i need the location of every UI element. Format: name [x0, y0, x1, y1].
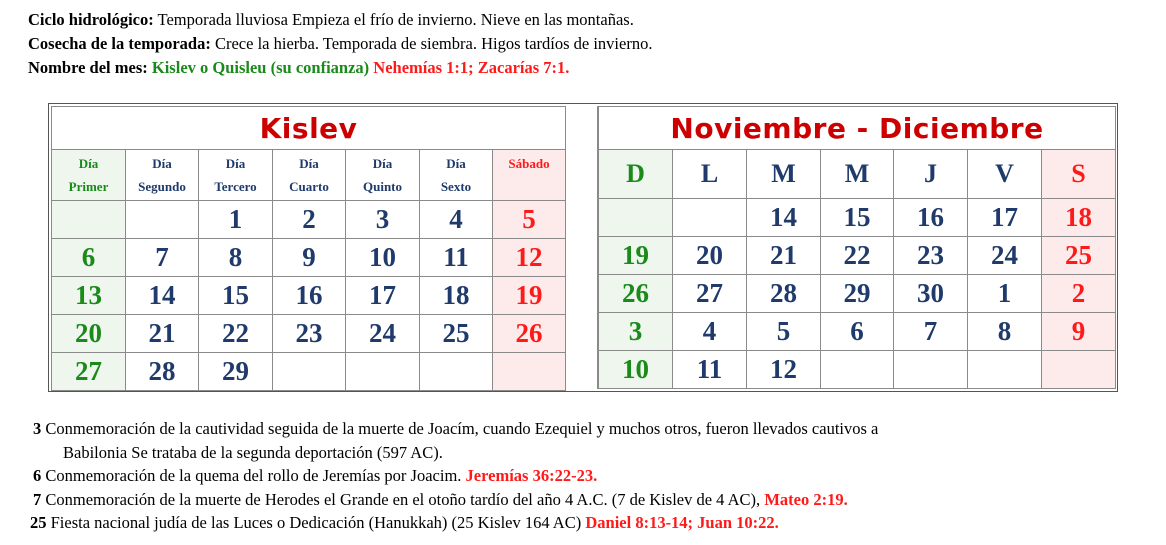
gregorian-week-row — [599, 275, 1116, 313]
gregorian-date-cell: 7 — [894, 313, 968, 351]
kislev-day-header — [420, 150, 493, 201]
kislev-day-header — [346, 150, 420, 201]
kislev-date-cell: 3 — [346, 201, 420, 239]
gregorian-date-cell: 24 — [968, 237, 1042, 275]
gregorian-date-cell — [599, 199, 673, 237]
kislev-date-cell: 7 — [126, 239, 199, 277]
day-header-word: Día — [372, 156, 393, 171]
kislev-date-cell — [493, 353, 566, 391]
day-header-word: Día — [78, 156, 99, 171]
gregorian-date-cell: 1 — [968, 275, 1042, 313]
gregorian-date-cell: 26 — [599, 275, 673, 313]
harvest-text: Crece la hierba. Temporada de siembra. Higos tardíos de invierno. — [210, 34, 653, 53]
gregorian-week-row — [599, 351, 1116, 389]
gregorian-date-cell: 9 — [1042, 313, 1116, 351]
gregorian-date-cell: 23 — [894, 237, 968, 275]
month-name-line: Nombre del mes: Kislev o Quisleu (su confianza) Nehemías 1:1; Zacarías 7:1. — [28, 58, 570, 77]
day-header-word: Día — [225, 156, 246, 171]
kislev-date-cell: 6 — [52, 239, 126, 277]
kislev-date-cell: 24 — [346, 315, 420, 353]
day-header-word: Día — [299, 156, 319, 171]
kislev-date-cell: 20 — [52, 315, 126, 353]
gregorian-day-header: D — [599, 150, 673, 199]
month-info-header — [28, 8, 652, 80]
kislev-date-cell: 8 — [199, 239, 273, 277]
note-item — [30, 464, 1140, 488]
gregorian-date-cell: 18 — [1042, 199, 1116, 237]
kislev-date-cell: 10 — [346, 239, 420, 277]
harvest-line — [28, 32, 652, 56]
day-header-word: Día — [152, 156, 172, 171]
day-header-ordinal: Sexto — [440, 179, 472, 194]
day-header-ordinal: Segundo — [138, 179, 186, 194]
kislev-day-header — [493, 150, 566, 201]
kislev-date-cell: 12 — [493, 239, 566, 277]
kislev-day-header — [199, 150, 273, 201]
harvest-label: Cosecha de la temporada: — [28, 34, 211, 53]
kislev-date-cell: 16 — [273, 277, 346, 315]
gregorian-date-cell: 21 — [747, 237, 821, 275]
day-header-word: Sábado — [508, 156, 550, 171]
kislev-day-header — [273, 150, 346, 201]
gregorian-day-header: J — [894, 150, 968, 199]
hydrologic-cycle-text: Temporada lluviosa Empieza el frío de invierno. Nieve en las montañas. — [153, 10, 634, 29]
gregorian-date-cell: 28 — [747, 275, 821, 313]
kislev-date-cell: 9 — [273, 239, 346, 277]
day-header-ordinal: Quinto — [362, 179, 402, 194]
gregorian-date-cell: 6 — [821, 313, 894, 351]
kislev-date-cell: 1 — [199, 201, 273, 239]
gregorian-date-cell: 16 — [894, 199, 968, 237]
kislev-title: Kislev — [52, 107, 566, 150]
gregorian-date-cell — [673, 199, 747, 237]
gregorian-date-cell — [968, 351, 1042, 389]
gregorian-day-header: M — [821, 150, 894, 199]
kislev-date-cell — [52, 201, 126, 239]
note-reference: Daniel 8:13-14; Juan 10:22. — [585, 513, 779, 532]
gregorian-date-cell: 25 — [1042, 237, 1116, 275]
kislev-date-cell: 14 — [126, 277, 199, 315]
kislev-date-cell — [420, 353, 493, 391]
gregorian-date-cell: 20 — [673, 237, 747, 275]
gregorian-date-cell: 19 — [599, 237, 673, 275]
kislev-date-cell: 11 — [420, 239, 493, 277]
gregorian-date-cell: 22 — [821, 237, 894, 275]
kislev-date-cell — [273, 353, 346, 391]
gregorian-day-header: V — [968, 150, 1042, 199]
kislev-week-row — [52, 315, 566, 353]
kislev-date-cell: 26 — [493, 315, 566, 353]
gregorian-date-cell: 17 — [968, 199, 1042, 237]
note-reference: Mateo 2:19. — [764, 489, 848, 509]
kislev-date-cell — [126, 201, 199, 239]
gregorian-date-cell: 29 — [821, 275, 894, 313]
note-day-number: 7 — [33, 489, 42, 509]
note-item — [30, 417, 1140, 464]
gregorian-date-cell: 8 — [968, 313, 1042, 351]
day-header-ordinal: Tercero — [214, 179, 257, 194]
month-name: Kislev o Quisleu (su confianza) — [151, 58, 370, 77]
gregorian-date-cell: 11 — [673, 351, 747, 389]
day-header-ordinal: Primer — [68, 179, 109, 194]
kislev-date-cell: 19 — [493, 277, 566, 315]
gregorian-date-cell — [894, 351, 968, 389]
calendar-divider — [565, 106, 598, 389]
kislev-date-cell: 25 — [420, 315, 493, 353]
note-text: Conmemoración de la cautividad seguida de la muerte de Joacím, cuando Ezequiel y muchos otros, fueron llevados cautivos a — [41, 419, 879, 438]
gregorian-date-cell — [1042, 351, 1116, 389]
note-day-number: 6 — [33, 466, 42, 485]
gregorian-title: Noviembre - Diciembre — [599, 107, 1116, 150]
gregorian-date-cell: 4 — [673, 313, 747, 351]
month-name-references: Nehemías 1:1; Zacarías 7:1. — [369, 58, 570, 77]
gregorian-day-header: L — [673, 150, 747, 199]
gregorian-calendar — [598, 106, 1116, 389]
month-name-label: Nombre del mes — [28, 58, 143, 77]
kislev-week-row — [52, 277, 566, 315]
gregorian-date-cell: 15 — [821, 199, 894, 237]
kislev-week-row — [52, 201, 566, 239]
day-header-word: Día — [446, 156, 466, 171]
gregorian-date-cell: 3 — [599, 313, 673, 351]
note-item — [30, 488, 1140, 512]
hydrologic-cycle-line — [28, 8, 652, 32]
kislev-date-cell: 2 — [273, 201, 346, 239]
gregorian-week-row — [599, 313, 1116, 351]
kislev-date-cell: 4 — [420, 201, 493, 239]
note-item — [30, 511, 1140, 535]
kislev-date-cell: 27 — [52, 353, 126, 391]
kislev-date-cell: 22 — [199, 315, 273, 353]
gregorian-date-cell: 10 — [599, 351, 673, 389]
gregorian-date-cell: 2 — [1042, 275, 1116, 313]
gregorian-date-cell: 27 — [673, 275, 747, 313]
notes-section — [30, 417, 1140, 535]
note-reference: Jeremías 36:22-23. — [465, 466, 598, 485]
kislev-date-cell — [346, 353, 420, 391]
gregorian-date-cell: 14 — [747, 199, 821, 237]
kislev-week-row — [52, 353, 566, 391]
gregorian-day-header: S — [1042, 150, 1116, 199]
gregorian-week-row — [599, 199, 1116, 237]
kislev-date-cell: 15 — [199, 277, 273, 315]
kislev-date-cell: 21 — [126, 315, 199, 353]
kislev-date-cell: 18 — [420, 277, 493, 315]
gregorian-day-header: M — [747, 150, 821, 199]
gregorian-date-cell: 5 — [747, 313, 821, 351]
kislev-date-cell: 23 — [273, 315, 346, 353]
gregorian-week-row — [599, 237, 1116, 275]
gregorian-date-cell: 30 — [894, 275, 968, 313]
kislev-date-cell: 17 — [346, 277, 420, 315]
note-day-number: 25 — [30, 513, 47, 532]
note-text: Conmemoración de la quema del rollo de Jeremías por Joacim. — [41, 466, 466, 485]
note-day-number: 3 — [33, 419, 42, 438]
gregorian-date-cell — [821, 351, 894, 389]
note-text: Conmemoración de la muerte de Herodes el Grande en el otoño tardío del año 4 A.C. (7 de Kislev de 4 AC), — [41, 489, 765, 509]
kislev-calendar — [51, 106, 566, 391]
note-text: Fiesta nacional judía de las Luces o Dedicación (Hanukkah) (25 Kislev 164 AC) — [46, 513, 586, 532]
note-continuation: Babilonia Se trataba de la segunda deportación (597 AC). — [63, 442, 443, 462]
kislev-day-header — [52, 150, 126, 201]
day-header-ordinal: Cuarto — [289, 179, 329, 194]
hydrologic-cycle-label: Ciclo hidrológico: — [28, 10, 154, 29]
kislev-day-header — [126, 150, 199, 201]
kislev-date-cell: 29 — [199, 353, 273, 391]
gregorian-date-cell: 12 — [747, 351, 821, 389]
kislev-date-cell: 28 — [126, 353, 199, 391]
kislev-week-row — [52, 239, 566, 277]
kislev-date-cell: 5 — [493, 201, 566, 239]
kislev-date-cell: 13 — [52, 277, 126, 315]
